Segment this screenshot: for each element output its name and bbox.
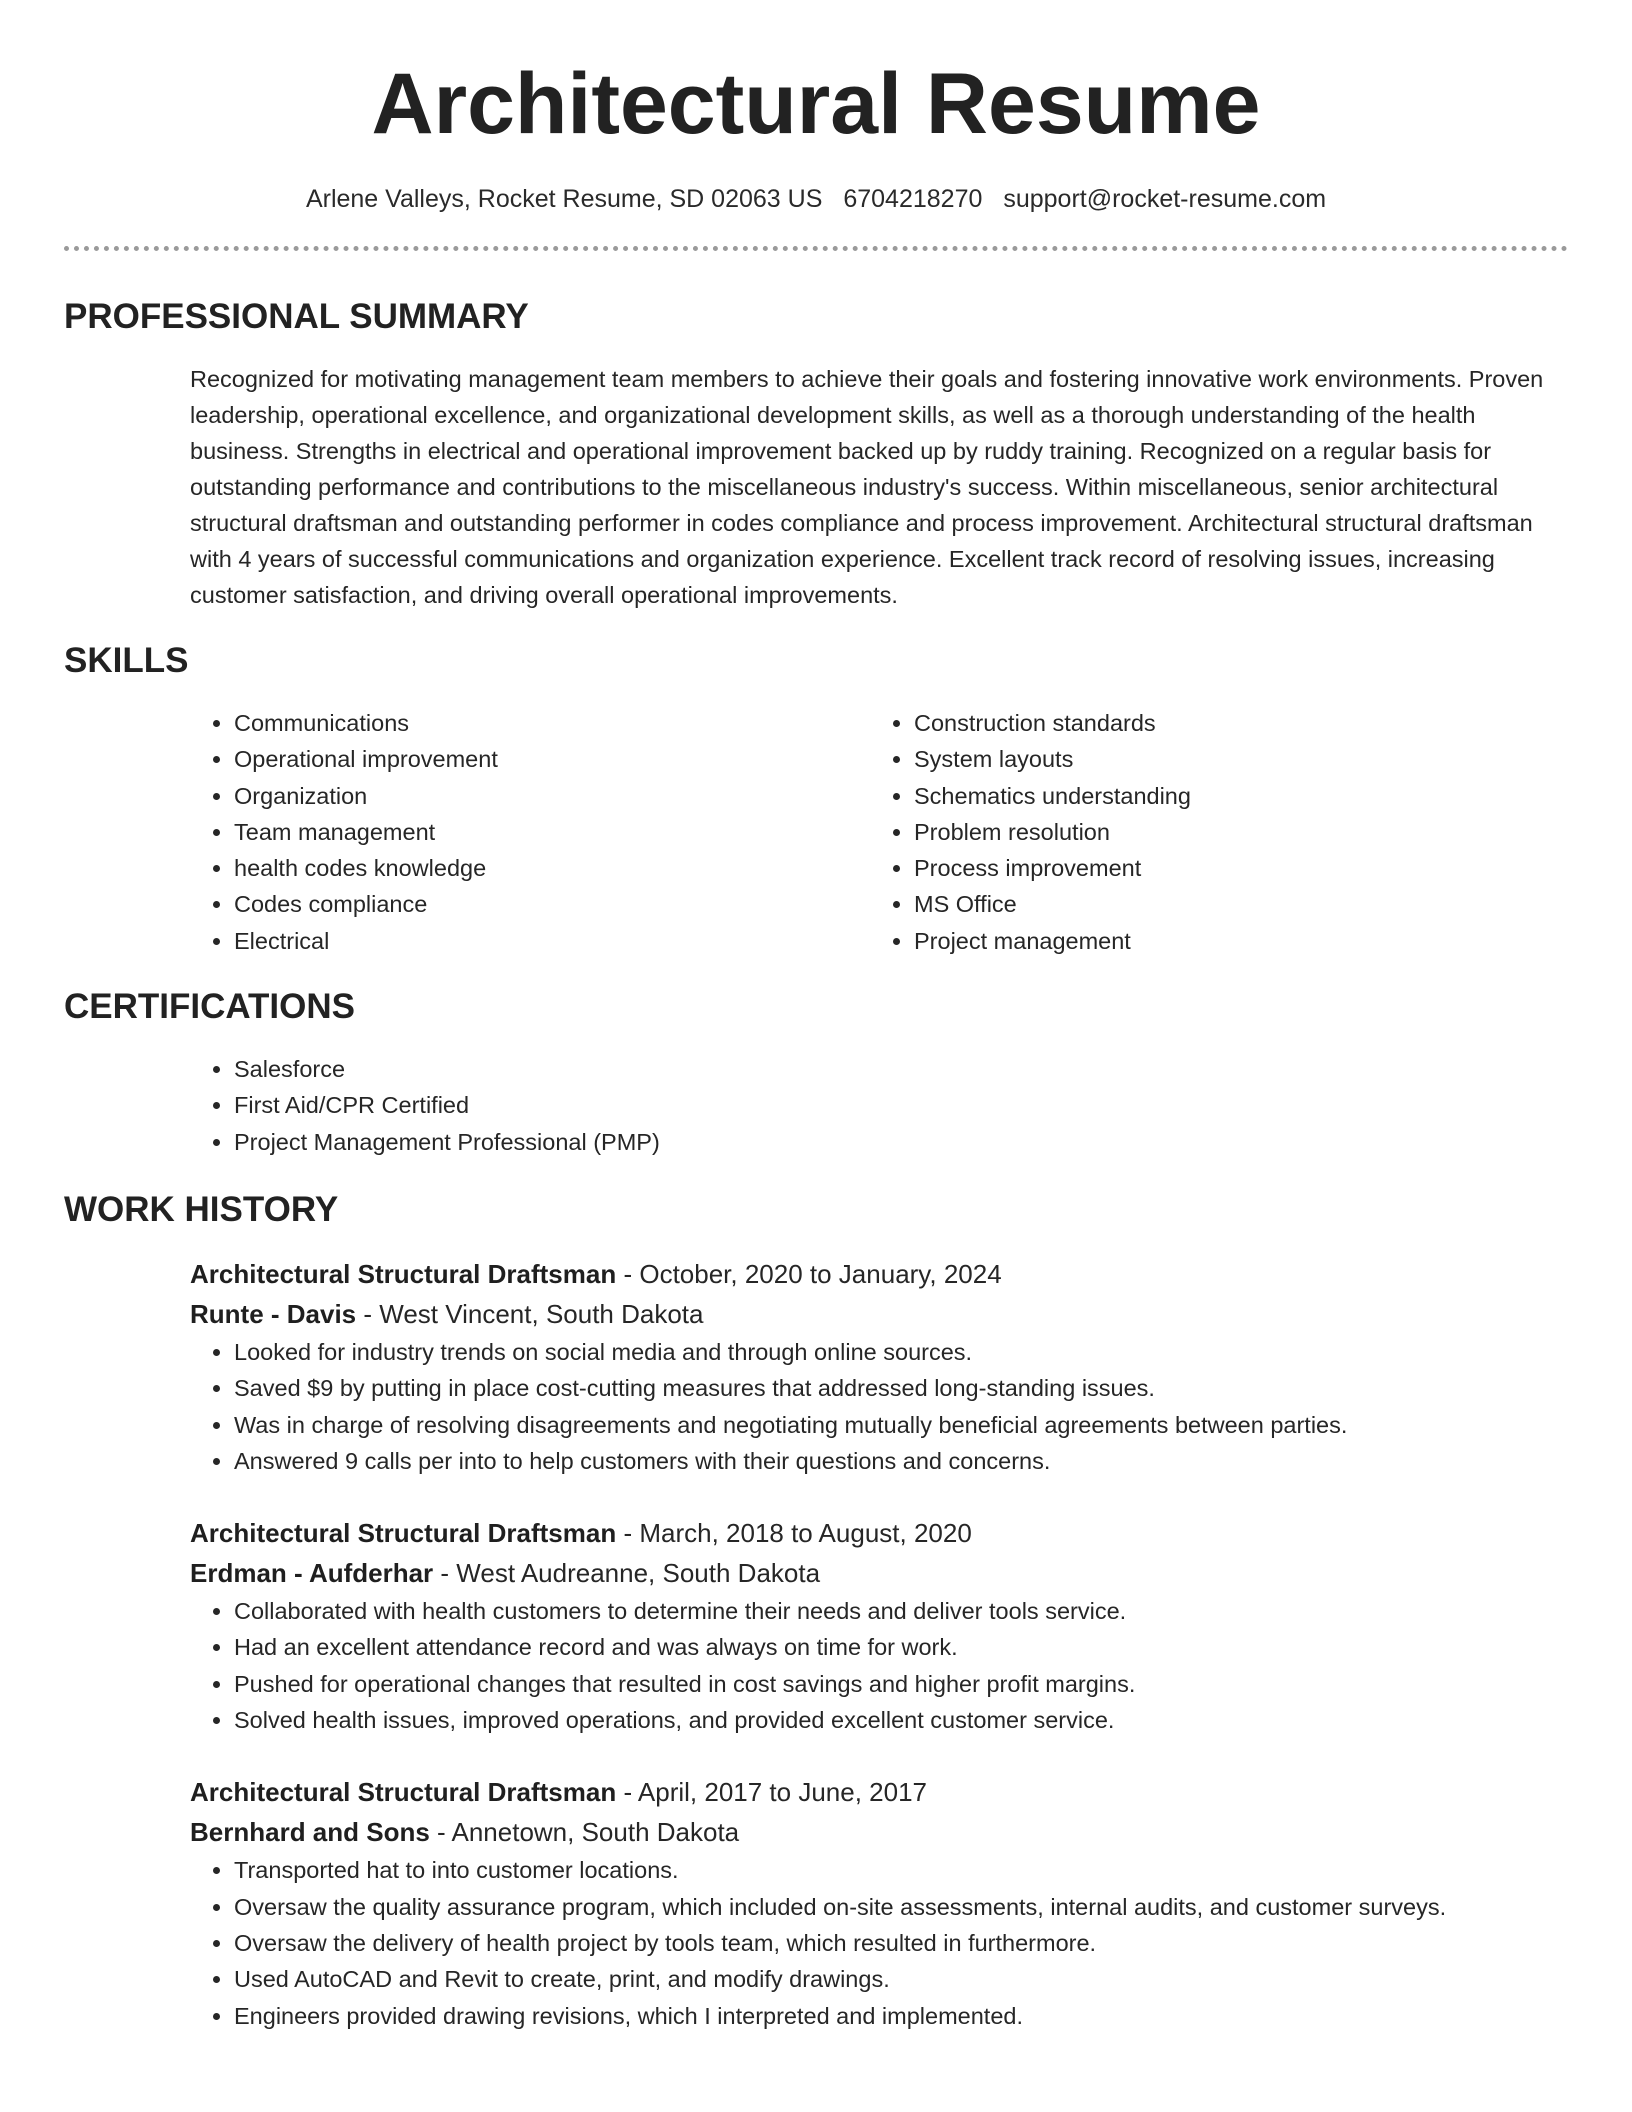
header-divider xyxy=(64,246,1568,251)
skill-item: • Problem resolution xyxy=(914,814,1550,850)
job-dates: - April, 2017 to June, 2017 xyxy=(616,1777,928,1808)
skill-item: • Process improvement xyxy=(914,850,1550,886)
job-dates: - October, 2020 to January, 2024 xyxy=(616,1258,1002,1289)
job-bullet: • Used AutoCAD and Revit to create, print, and modify drawings. xyxy=(234,1961,1568,1997)
contact-address: Arlene Valleys, Rocket Resume, SD 02063 US xyxy=(305,185,823,213)
job-bullet: • Oversaw the delivery of health project by tools team, which resulted in furthermore. xyxy=(234,1925,1568,1961)
job-company-line xyxy=(190,1553,1568,1593)
job-title-line xyxy=(190,1513,1568,1553)
job-entry xyxy=(190,1772,1568,2033)
job-bullet: • Solved health issues, improved operations, and provided excellent customer service. xyxy=(234,1702,1568,1738)
skill-item: • Electrical xyxy=(234,923,870,959)
skill-item: • Organization xyxy=(234,778,870,814)
skill-item: • System layouts xyxy=(914,741,1550,777)
skill-item: • Communications xyxy=(234,705,870,741)
summary-section xyxy=(64,295,1568,613)
contact-email: support@rocket-resume.com xyxy=(1003,185,1327,213)
job-bullet: • Had an excellent attendance record and was always on time for work. xyxy=(234,1629,1568,1665)
job-bullet: • Saved $9 by putting in place cost-cutting measures that addressed long-standing issues. xyxy=(234,1370,1568,1406)
job-title-line xyxy=(190,1254,1568,1294)
certification-item: • First Aid/CPR Certified xyxy=(234,1087,1568,1123)
skills-column-right xyxy=(870,705,1550,959)
job-bullet: • Answered 9 calls per into to help customers with their questions and concerns. xyxy=(234,1443,1568,1479)
job-title-line xyxy=(190,1772,1568,1812)
job-bullet: • Transported hat to into customer locations. xyxy=(234,1852,1568,1888)
work-history-section xyxy=(64,1188,1568,2034)
job-bullet: • Oversaw the quality assurance program, which included on-site assessments, internal audits, and customer surveys. xyxy=(234,1889,1568,1925)
certifications-section xyxy=(64,985,1568,1160)
job-location: - West Vincent, South Dakota xyxy=(356,1298,704,1329)
certifications-heading: CERTIFICATIONS xyxy=(64,987,356,1027)
job-entry xyxy=(190,1254,1568,1479)
job-company-line xyxy=(190,1294,1568,1334)
job-bullet: • Pushed for operational changes that resulted in cost savings and higher profit margins. xyxy=(234,1666,1568,1702)
skills-section xyxy=(64,639,1568,959)
job-title: Architectural Structural Draftsman xyxy=(190,1258,617,1289)
job-company: Runte - Davis xyxy=(190,1298,357,1329)
skill-item: • Operational improvement xyxy=(234,741,870,777)
job-company: Erdman - Aufderhar xyxy=(190,1558,434,1589)
summary-heading: PROFESSIONAL SUMMARY xyxy=(64,297,529,336)
job-title: Architectural Structural Draftsman xyxy=(190,1777,617,1808)
job-bullet: • Engineers provided drawing revisions, which I interpreted and implemented. xyxy=(234,1998,1568,2034)
certification-item: • Salesforce xyxy=(234,1051,1568,1087)
skill-item: • Construction standards xyxy=(914,705,1550,741)
job-location: - West Audreanne, South Dakota xyxy=(433,1558,821,1589)
job-dates: - March, 2018 to August, 2020 xyxy=(616,1518,972,1549)
skills-heading: SKILLS xyxy=(64,641,189,680)
skills-grid xyxy=(190,705,1568,959)
job-bullet: • Collaborated with health customers to determine their needs and deliver tools service. xyxy=(234,1593,1568,1629)
job-entry xyxy=(190,1513,1568,1738)
job-company: Bernhard and Sons xyxy=(190,1817,430,1848)
resume-title: Architectural Resume xyxy=(371,56,1261,152)
certification-item: • Project Management Professional (PMP) xyxy=(234,1124,1568,1160)
skill-item: • Schematics understanding xyxy=(914,778,1550,814)
skill-item: • Codes compliance xyxy=(234,886,870,922)
contact-phone: 6704218270 xyxy=(843,185,983,213)
job-bullet: • Looked for industry trends on social media and through online sources. xyxy=(234,1334,1568,1370)
skill-item: • health codes knowledge xyxy=(234,850,870,886)
skill-item: • Project management xyxy=(914,923,1550,959)
skill-item: • Team management xyxy=(234,814,870,850)
job-company-line xyxy=(190,1812,1568,1852)
job-location: - Annetown, South Dakota xyxy=(429,1817,740,1848)
contact-line xyxy=(64,182,1568,216)
job-title: Architectural Structural Draftsman xyxy=(190,1518,617,1549)
work-history-heading: WORK HISTORY xyxy=(64,1189,339,1229)
summary-text: Recognized for motivating management team members to achieve their goals and fostering innovative work environments. Proven leadership, operational excellence, and organizational development skills, as well as a thorough understanding of the health business. Strengths in electrical and operational improvement backed up by ruddy training. Recognized on a regular basis for outstanding performance and contributions to the miscellaneous industry's success. Within miscellaneous, senior architectural structural draftsman and outstanding performer in codes compliance and process improvement. Architectural structural draftsman with 4 years of successful communications and organization experience. Excellent track record of resolving issues, increasing customer satisfaction, and driving overall operational improvements. xyxy=(190,366,1544,608)
skills-column-left xyxy=(190,705,870,959)
skill-item: • MS Office xyxy=(914,886,1550,922)
job-bullet: • Was in charge of resolving disagreements and negotiating mutually beneficial agreements between parties. xyxy=(234,1407,1568,1443)
